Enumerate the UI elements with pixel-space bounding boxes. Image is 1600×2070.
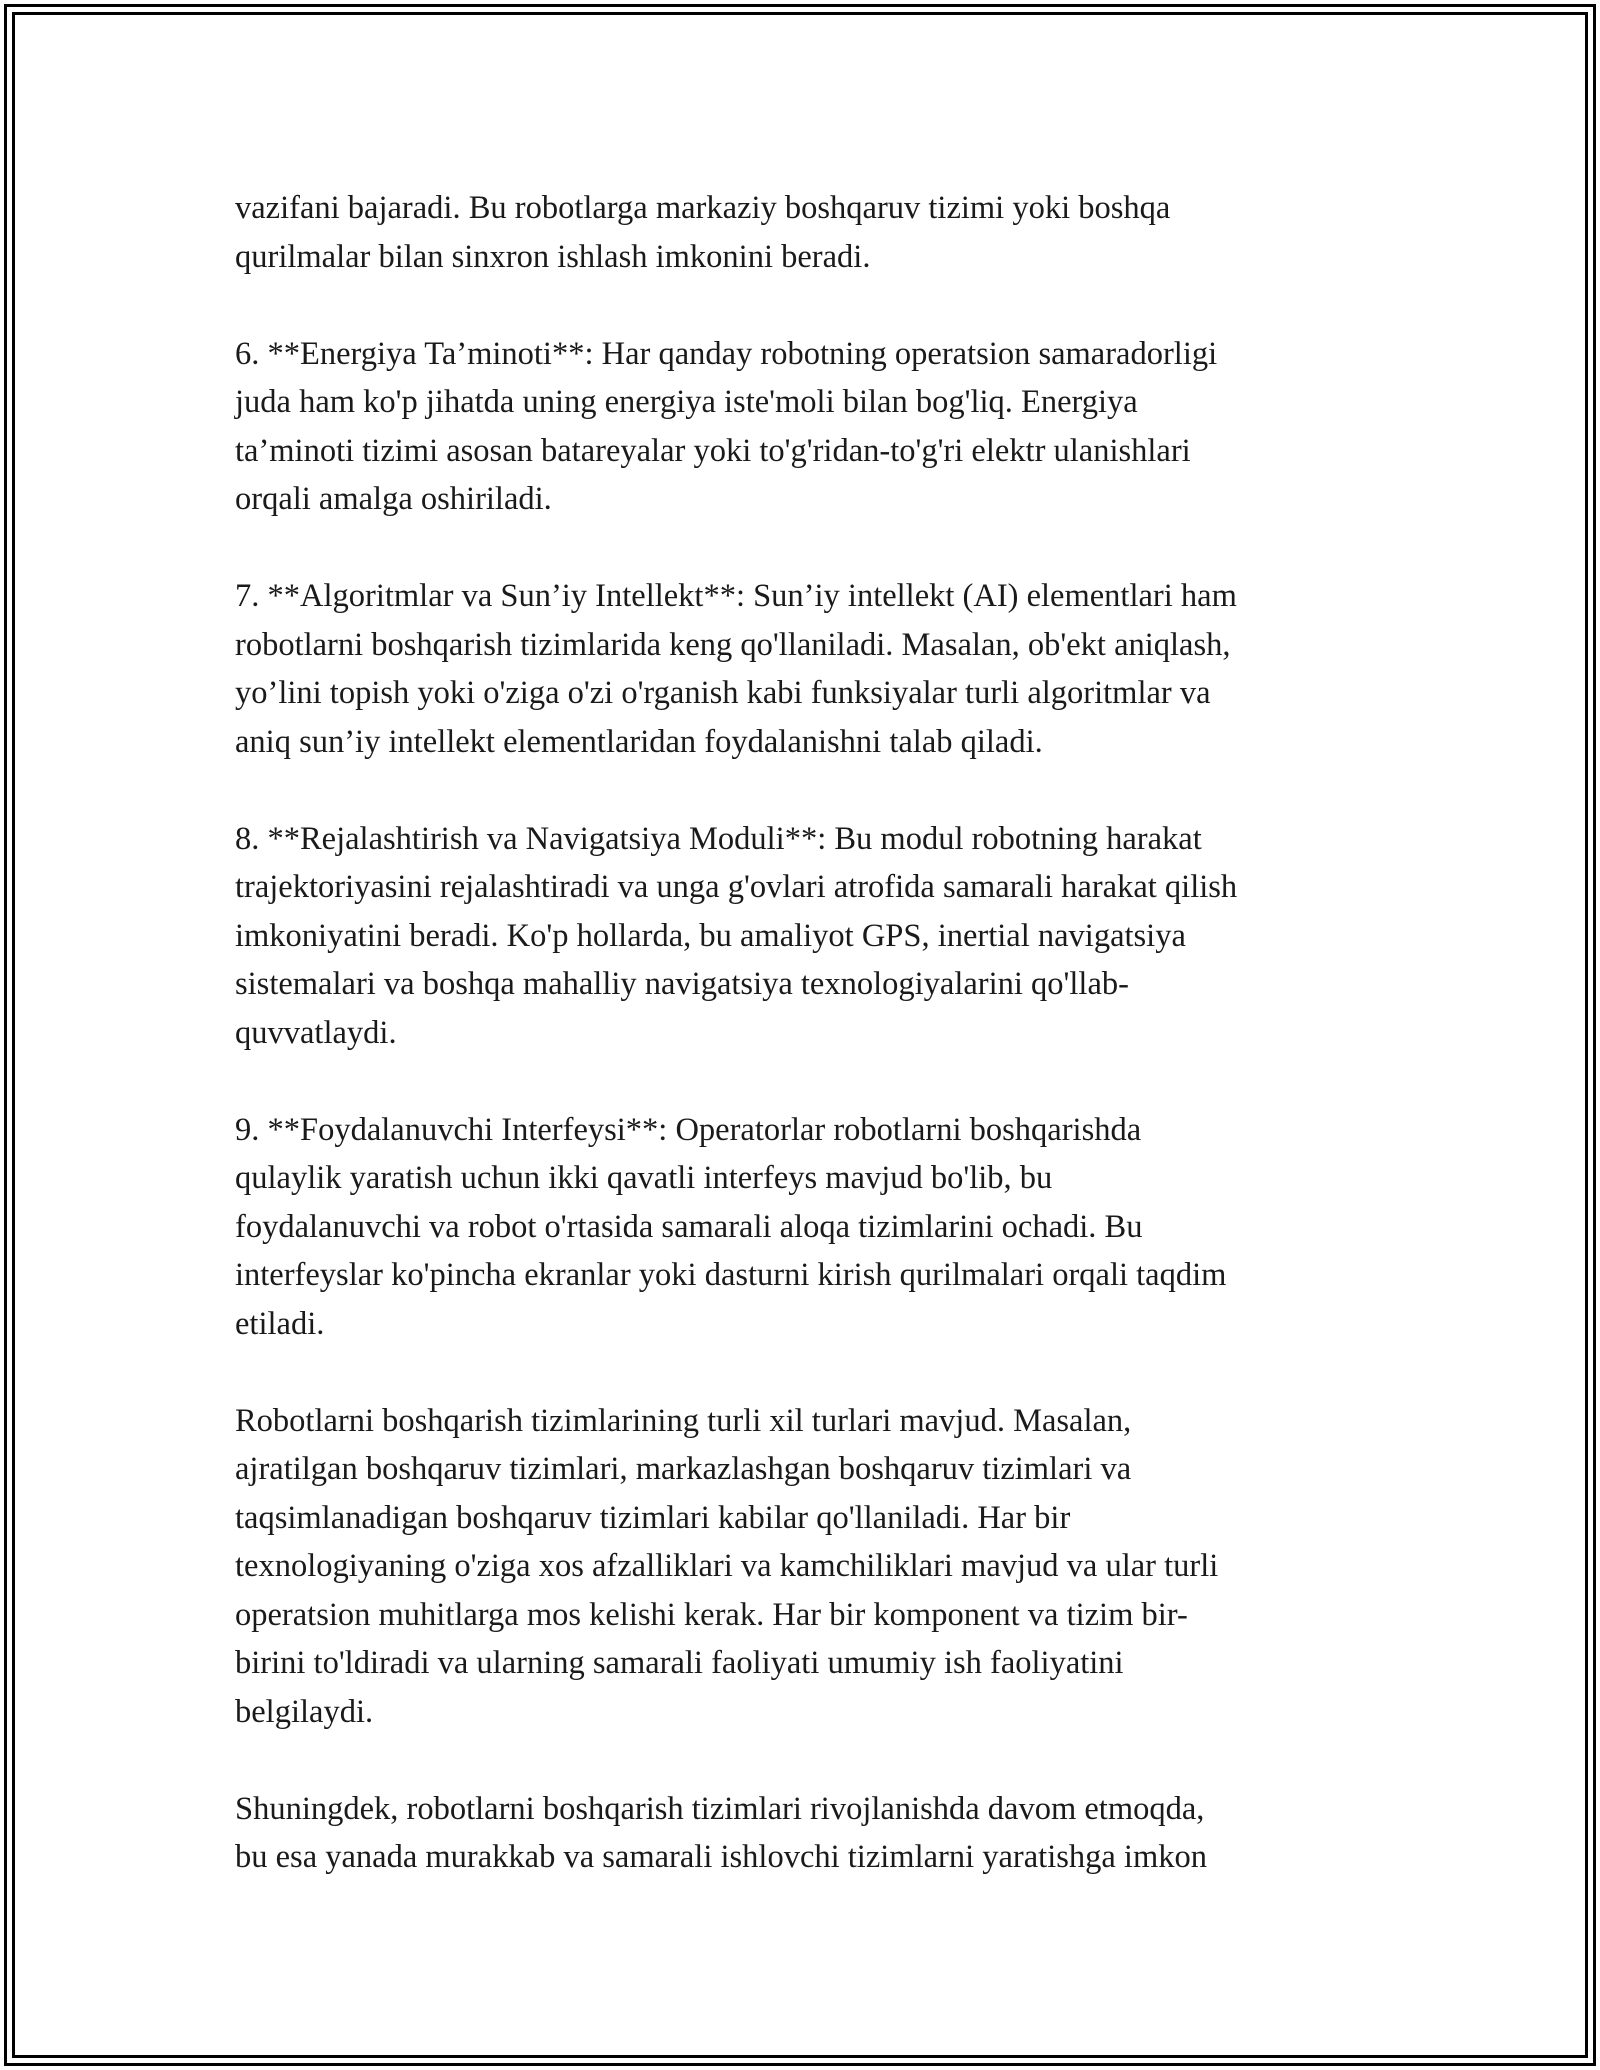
text-line: etiladi. <box>235 1305 325 1342</box>
text-line: orqali amalga oshiriladi. <box>235 481 552 517</box>
paragraph-continuation <box>235 184 1375 281</box>
text-line: Shuningdek, robotlarni boshqarish tizimlari rivojlanishda davom etmoqda, <box>235 1790 1205 1827</box>
paragraph-item-9 <box>235 1106 1375 1349</box>
text-line: aniq sun’iy intellekt elementlaridan foydalanishni talab qiladi. <box>235 723 1043 760</box>
paragraph-control-types <box>235 1397 1375 1737</box>
text-line: 8. **Rejalashtirish va Navigatsiya Moduli**: Bu modul robotning harakat <box>235 820 1202 857</box>
text-line: imkoniyatini beradi. Ko'p hollarda, bu amaliyot GPS, inertial navigatsiya <box>235 917 1186 954</box>
text-line: quvvatlaydi. <box>235 1014 397 1051</box>
text-line: sistemalari va boshqa mahalliy navigatsiya texnologiyalarini qo'llab- <box>235 966 1129 1002</box>
text-line: texnologiyaning o'ziga xos afzalliklari va kamchiliklari mavjud va ular turli <box>235 1548 1219 1584</box>
text-line: ajratilgan boshqaruv tizimlari, markazlashgan boshqaruv tizimlari va <box>235 1451 1132 1487</box>
text-line: foydalanuvchi va robot o'rtasida samarali aloqa tizimlarini ochadi. Bu <box>235 1208 1143 1245</box>
text-line: birini to'ldiradi va ularning samarali faoliyati umumiy ish faoliyatini <box>235 1645 1124 1681</box>
text-line: trajektoriyasini rejalashtiradi va unga g'ovlari atrofida samarali harakat qilish <box>235 869 1238 905</box>
text-line: interfeyslar ko'pincha ekranlar yoki dasturni kirish qurilmalari orqali taqdim <box>235 1257 1227 1293</box>
text-line: ta’minoti tizimi asosan batareyalar yoki to'g'ridan-to'g'ri elektr ulanishlari <box>235 432 1191 469</box>
paragraph-item-6 <box>235 330 1375 524</box>
text-line: 9. **Foydalanuvchi Interfeysi**: Operatorlar robotlarni boshqarishda <box>235 1111 1142 1148</box>
text-line: belgilaydi. <box>235 1693 374 1730</box>
text-line: juda ham ko'p jihatda uning energiya iste'moli bilan bog'liq. Energiya <box>235 384 1138 420</box>
paragraph-closing <box>235 1785 1375 1882</box>
text-line: qulaylik yaratish uchun ikki qavatli interfeys mavjud bo'lib, bu <box>235 1160 1053 1196</box>
text-line: 6. **Energiya Ta’minoti**: Har qanday robotning operatsion samaradorligi <box>235 335 1218 372</box>
text-line: robotlarni boshqarish tizimlarida keng qo'llaniladi. Masalan, ob'ekt aniqlash, <box>235 626 1231 663</box>
paragraph-item-8 <box>235 815 1375 1058</box>
paragraph-item-7 <box>235 572 1375 766</box>
text-line: taqsimlanadigan boshqaruv tizimlari kabilar qo'llaniladi. Har bir <box>235 1499 1071 1536</box>
text-line: vazifani bajaradi. Bu robotlarga markaziy boshqaruv tizimi yoki boshqa <box>235 190 1171 226</box>
text-line: qurilmalar bilan sinxron ishlash imkonini beradi. <box>235 238 871 275</box>
text-line: bu esa yanada murakkab va samarali ishlovchi tizimlarni yaratishga imkon <box>235 1839 1207 1875</box>
text-line: operatsion muhitlarga mos kelishi kerak. Har bir komponent va tizim bir- <box>235 1596 1188 1633</box>
document-body <box>235 184 1375 1882</box>
text-line: 7. **Algoritmlar va Sun’iy Intellekt**: Sun’iy intellekt (AI) elementlari ham <box>235 578 1237 614</box>
text-line: yo’lini topish yoki o'ziga o'zi o'rganish kabi funksiyalar turli algoritmlar va <box>235 675 1211 711</box>
text-line: Robotlarni boshqarish tizimlarining turli xil turlari mavjud. Masalan, <box>235 1402 1132 1439</box>
